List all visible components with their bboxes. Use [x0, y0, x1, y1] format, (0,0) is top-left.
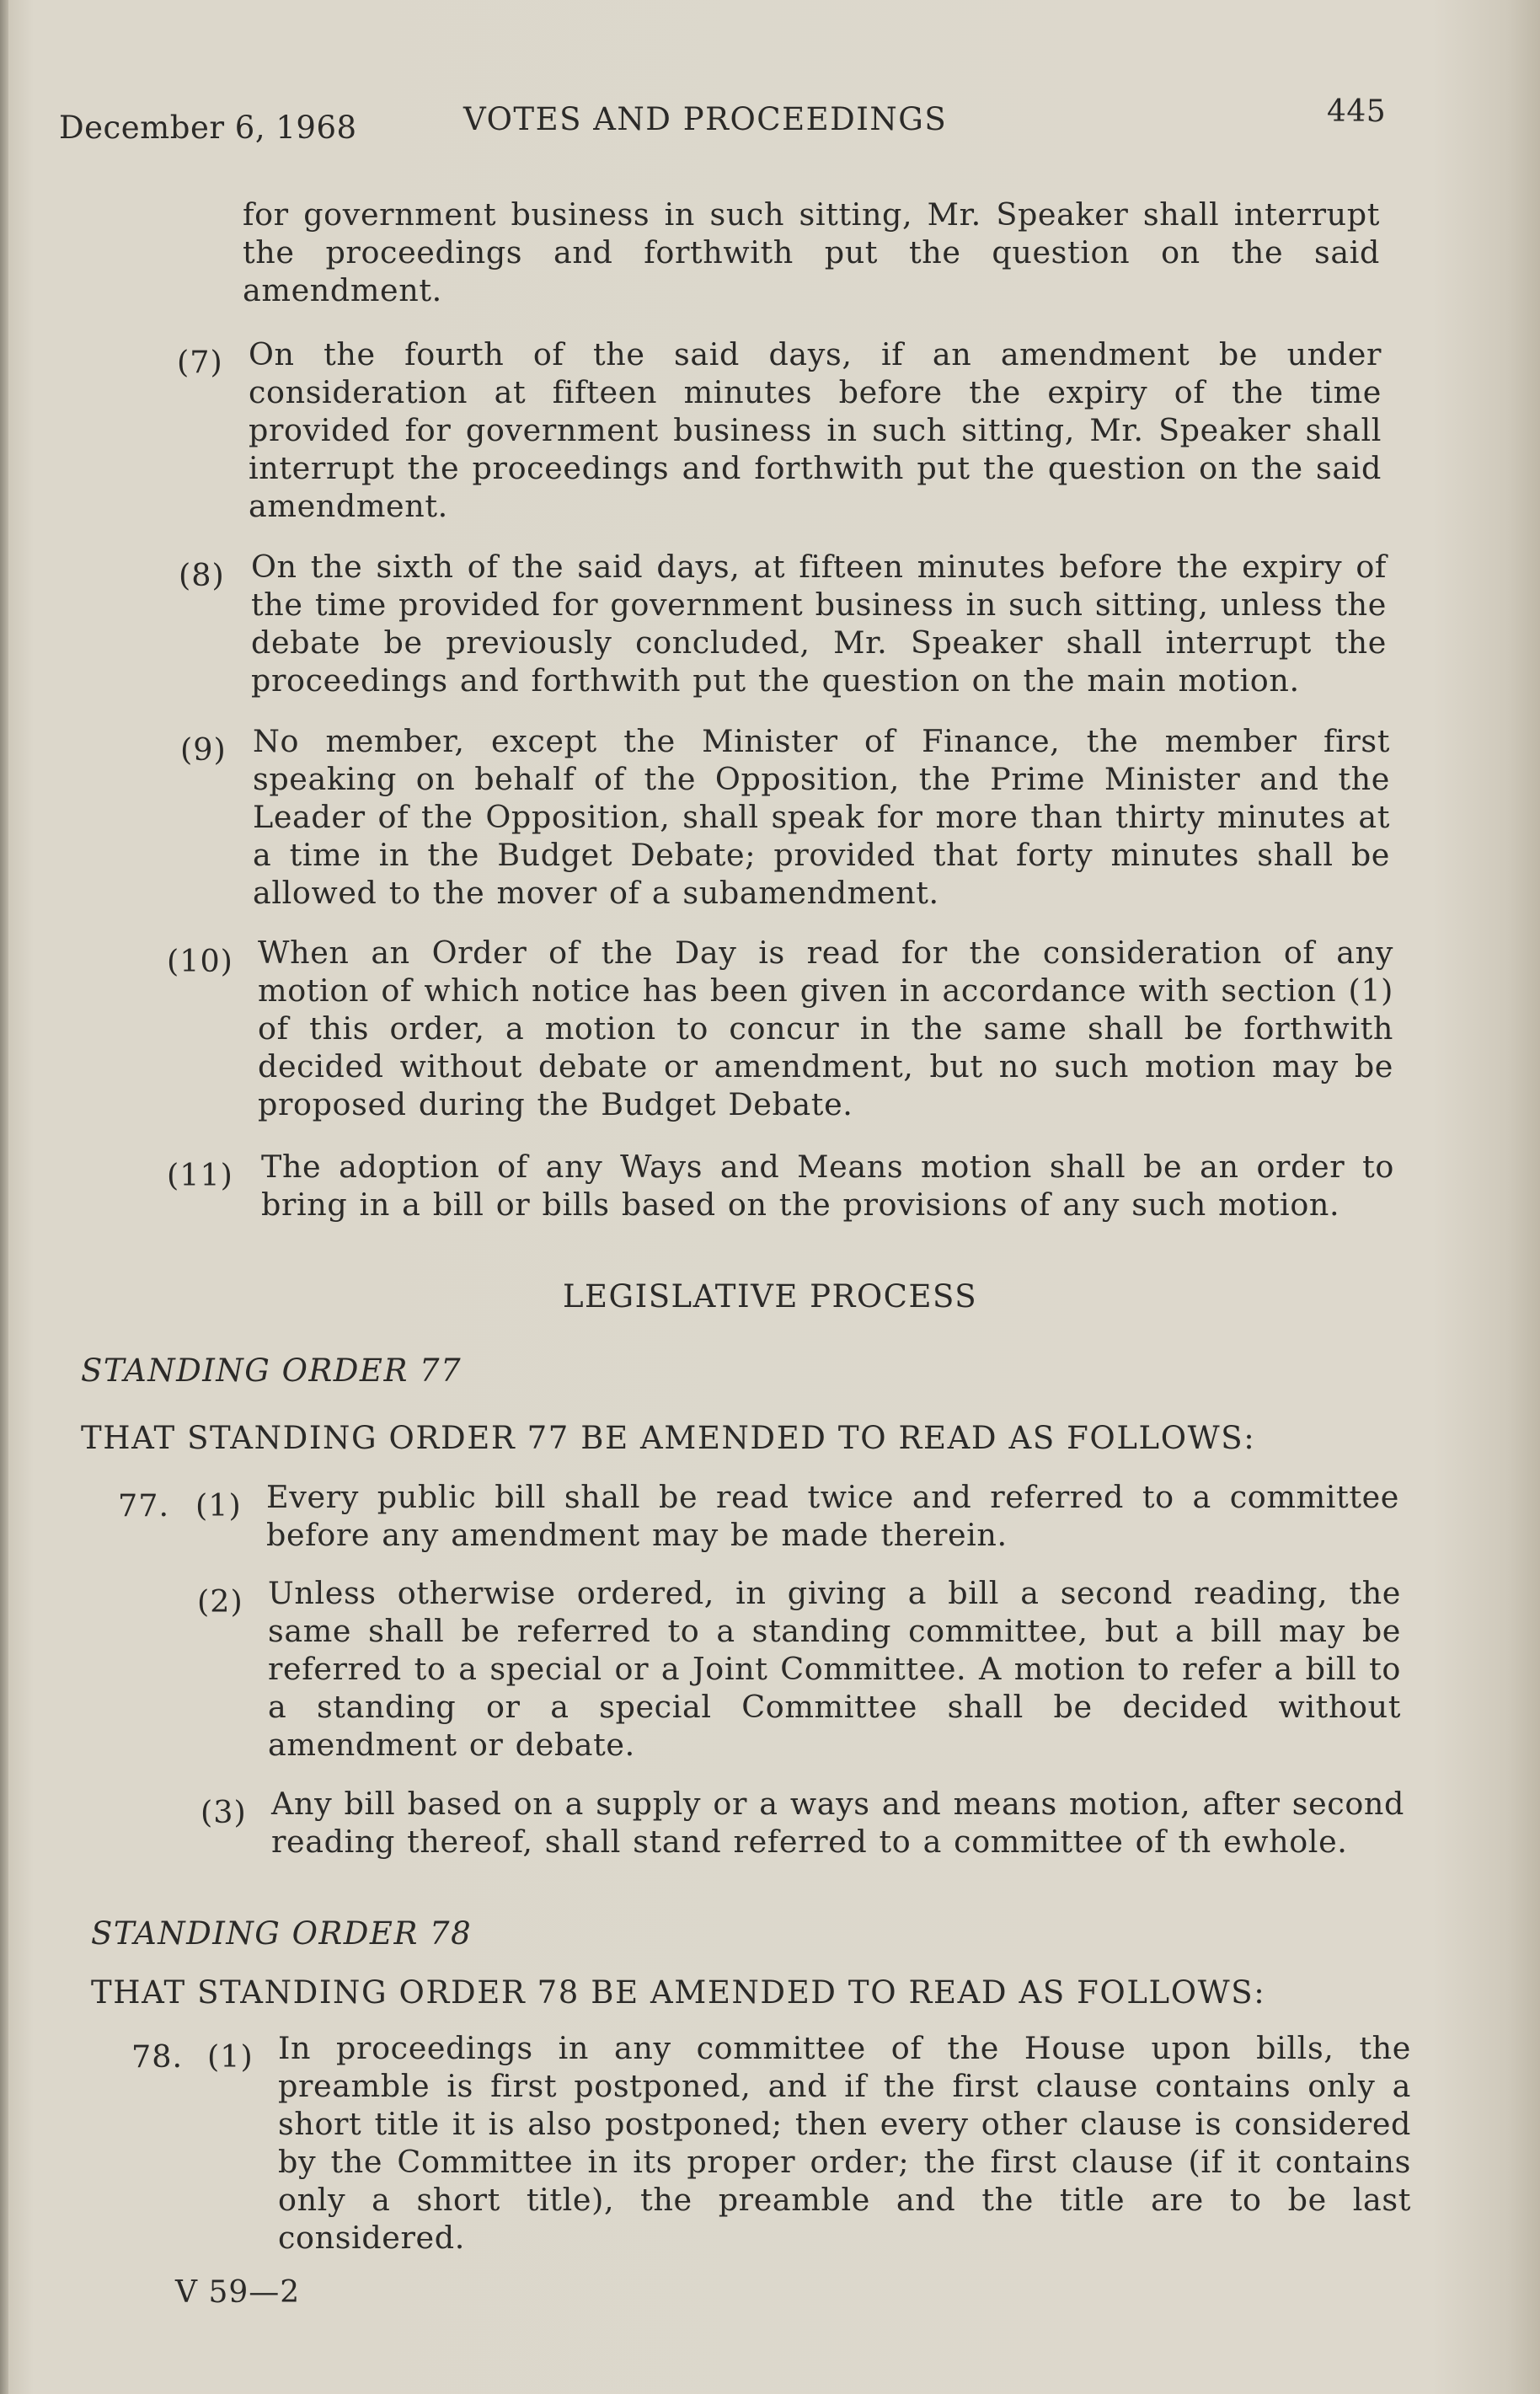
- standing-order-77-item-2: Unless otherwise ordered, in giving a bill a second reading, the same shall be referred to a standing committee, but a bill may be referred to a special or a Joint Committee. A motion to refer a bill to a standing or a special Committee shall be decided without amendment or debate.: [268, 1575, 1401, 1763]
- paragraph-number: (11): [167, 1157, 233, 1193]
- standing-order-77-caption: THAT STANDING ORDER 77 BE AMENDED TO READ AS FOLLOWS:: [81, 1420, 1256, 1456]
- page-number: 445: [1327, 94, 1387, 129]
- item-number: (3): [201, 1794, 247, 1830]
- paragraph-9: No member, except the Minister of Finance, the member first speaking on behalf of the Opposition, the Prime Minister and the Leader of the Opposition, shall speak for more than thirty minutes at a time in the Budget Debate; provided that forty minutes shall be allowed to the mover of a subamendment.: [253, 723, 1390, 911]
- standing-order-77-item-1: Every public bill shall be read twice and referred to a committee before any amendment may be made therein.: [266, 1479, 1399, 1553]
- item-number: (2): [197, 1583, 243, 1620]
- paragraph-8: On the sixth of the said days, at fifteen minutes before the expiry of the time provided for government business in such sitting, unless the debate be previously concluded, Mr. Speaker shall interrupt the proceedings and forthwith put the question on the main motion.: [251, 549, 1387, 699]
- header-title: VOTES AND PROCEEDINGS: [463, 101, 948, 137]
- page-binding-edge: [0, 0, 8, 2394]
- item-number: (1): [195, 1487, 242, 1524]
- continuation-paragraph: for government business in such sitting, Mr. Speaker shall interrupt the proceedings and forthwith put the question on the said amendment.: [243, 196, 1380, 308]
- paragraph-7: On the fourth of the said days, if an amendment be under consideration at fifteen minutes before the expiry of the time provided for government business in such sitting, Mr. Speaker shall interrupt the proceedings and forthwith put the question on the said amendment.: [249, 336, 1382, 524]
- section-title: LEGISLATIVE PROCESS: [562, 1278, 978, 1315]
- order-number: 77.: [118, 1487, 170, 1524]
- paragraph-11: The adoption of any Ways and Means motion shall be an order to bring in a bill or bills based on the provisions of any such motion.: [261, 1149, 1394, 1223]
- paragraph-number: (9): [180, 731, 227, 768]
- standing-order-77-item-3: Any bill based on a supply or a ways and means motion, after second reading thereof, shall stand referred to a committee of th ewhole.: [271, 1786, 1404, 1860]
- item-number: (1): [207, 2038, 254, 2075]
- order-number: 78.: [131, 2038, 184, 2075]
- standing-order-78-caption: THAT STANDING ORDER 78 BE AMENDED TO READ AS FOLLOWS:: [91, 1974, 1266, 2011]
- standing-order-78-item-1: In proceedings in any committee of the House upon bills, the preamble is first postponed, and if the first clause contains only a short title it is also postponed; then every other clause is considered by the Committee in its proper order; the first clause (if it contains only a short title), the preamble and the title are to be last considered.: [278, 2030, 1411, 2256]
- paragraph-number: (10): [167, 943, 233, 979]
- standing-order-78-heading: STANDING ORDER 78: [91, 1915, 473, 1952]
- paragraph-number: (7): [177, 344, 223, 380]
- standing-order-77-heading: STANDING ORDER 77: [81, 1352, 463, 1389]
- paragraph-number: (8): [179, 557, 225, 593]
- signature-mark: V 59—2: [175, 2275, 301, 2310]
- running-header: [59, 94, 1387, 153]
- paragraph-10: When an Order of the Day is read for the consideration of any motion of which notice has been given in accordance with section (1) of this order, a motion to concur in the same shall be forthwith decided without debate or amendment, but no such motion may be proposed during the Budget Debate.: [258, 935, 1393, 1122]
- header-date: December 6, 1968: [59, 110, 357, 146]
